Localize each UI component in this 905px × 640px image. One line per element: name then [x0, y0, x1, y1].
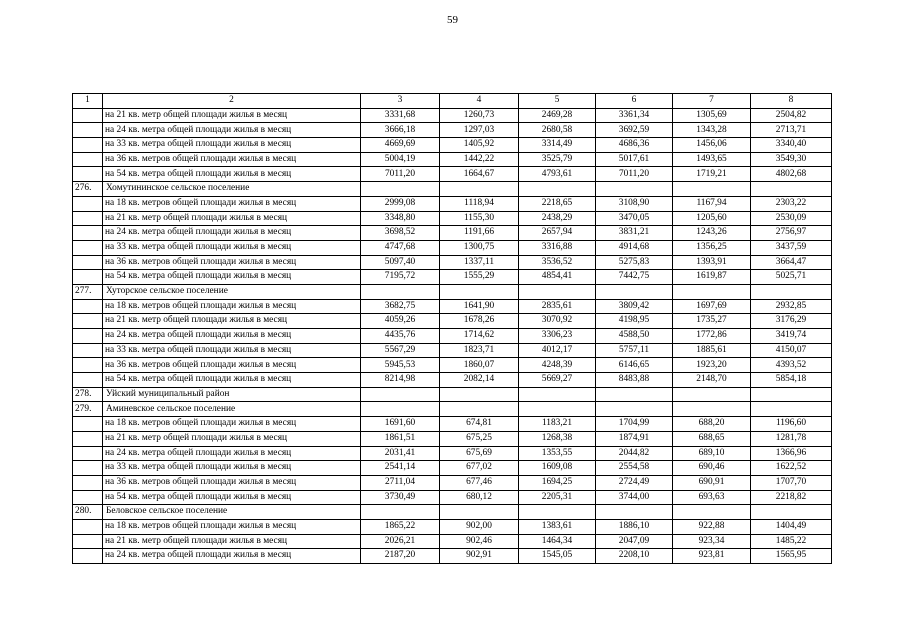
- value-cell: 1704,99: [596, 417, 673, 432]
- column-number-row: [73, 94, 832, 109]
- value-cell: 4669,69: [361, 138, 440, 153]
- value-cell: 1823,71: [440, 343, 519, 358]
- value-cell: 3108,90: [596, 196, 673, 211]
- empty-index-cell: [73, 211, 103, 226]
- value-cell: 1622,52: [751, 461, 832, 476]
- value-cell: 1205,60: [673, 211, 751, 226]
- value-cell: 8483,88: [596, 373, 673, 388]
- empty-index-cell: [73, 123, 103, 138]
- value-cell: 2044,82: [596, 446, 673, 461]
- value-cell: 688,65: [673, 431, 751, 446]
- empty-cell: [673, 402, 751, 417]
- value-cell: 902,91: [440, 549, 519, 564]
- value-cell: 3331,68: [361, 108, 440, 123]
- empty-index-cell: [73, 475, 103, 490]
- empty-cell: [440, 284, 519, 299]
- section-number: 280.: [73, 505, 103, 520]
- row-label: на 36 кв. метров общей площади жилья в месяц: [103, 475, 361, 490]
- empty-index-cell: [73, 343, 103, 358]
- value-cell: 1609,08: [519, 461, 596, 476]
- table-row: [73, 358, 832, 373]
- value-cell: 7011,20: [361, 167, 440, 182]
- row-label: на 54 кв. метра общей площади жилья в месяц: [103, 490, 361, 505]
- value-cell: 1772,86: [673, 329, 751, 344]
- empty-cell: [361, 284, 440, 299]
- value-cell: 2932,85: [751, 299, 832, 314]
- value-cell: 690,91: [673, 475, 751, 490]
- empty-cell: [673, 284, 751, 299]
- value-cell: 5945,53: [361, 358, 440, 373]
- row-label: на 18 кв. метров общей площади жилья в месяц: [103, 299, 361, 314]
- empty-index-cell: [73, 299, 103, 314]
- value-cell: 4012,17: [519, 343, 596, 358]
- row-label: на 36 кв. метров общей площади жилья в месяц: [103, 255, 361, 270]
- row-label: на 21 кв. метр общей площади жилья в месяц: [103, 431, 361, 446]
- value-cell: 3730,49: [361, 490, 440, 505]
- value-cell: 4198,95: [596, 314, 673, 329]
- table-body: [73, 108, 832, 563]
- section-row: [73, 284, 832, 299]
- column-header: 5: [519, 94, 596, 109]
- value-cell: 7195,72: [361, 270, 440, 285]
- empty-index-cell: [73, 240, 103, 255]
- value-cell: 675,69: [440, 446, 519, 461]
- value-cell: 2756,97: [751, 226, 832, 241]
- section-number: 278.: [73, 387, 103, 402]
- section-row: [73, 505, 832, 520]
- value-cell: 3316,88: [519, 240, 596, 255]
- row-label: на 33 кв. метра общей площади жилья в месяц: [103, 343, 361, 358]
- value-cell: 7442,75: [596, 270, 673, 285]
- value-cell: 4802,68: [751, 167, 832, 182]
- value-cell: 5854,18: [751, 373, 832, 388]
- value-cell: 922,88: [673, 519, 751, 534]
- empty-cell: [673, 387, 751, 402]
- value-cell: 688,20: [673, 417, 751, 432]
- empty-cell: [596, 402, 673, 417]
- value-cell: 2026,21: [361, 534, 440, 549]
- value-cell: 1456,06: [673, 138, 751, 153]
- value-cell: 1297,03: [440, 123, 519, 138]
- empty-index-cell: [73, 446, 103, 461]
- table-row: [73, 240, 832, 255]
- value-cell: 1664,67: [440, 167, 519, 182]
- value-cell: 2303,22: [751, 196, 832, 211]
- value-cell: 1167,94: [673, 196, 751, 211]
- value-cell: 1860,07: [440, 358, 519, 373]
- section-title: Беловское сельское поселение: [103, 505, 361, 520]
- value-cell: 1155,30: [440, 211, 519, 226]
- value-cell: 4059,26: [361, 314, 440, 329]
- value-cell: 2657,94: [519, 226, 596, 241]
- value-cell: 1923,20: [673, 358, 751, 373]
- empty-index-cell: [73, 329, 103, 344]
- empty-cell: [519, 284, 596, 299]
- value-cell: 1260,73: [440, 108, 519, 123]
- section-title: Уйский муниципальный район: [103, 387, 361, 402]
- table-row: [73, 417, 832, 432]
- value-cell: 5004,19: [361, 152, 440, 167]
- value-cell: 1719,21: [673, 167, 751, 182]
- value-cell: 1356,25: [673, 240, 751, 255]
- table-row: [73, 108, 832, 123]
- section-number: 277.: [73, 284, 103, 299]
- value-cell: 3340,40: [751, 138, 832, 153]
- value-cell: 2218,82: [751, 490, 832, 505]
- table-row: [73, 373, 832, 388]
- value-cell: 3470,05: [596, 211, 673, 226]
- value-cell: 3525,79: [519, 152, 596, 167]
- table-row: [73, 226, 832, 241]
- value-cell: 2438,29: [519, 211, 596, 226]
- value-cell: 3176,29: [751, 314, 832, 329]
- empty-cell: [519, 402, 596, 417]
- value-cell: 1565,95: [751, 549, 832, 564]
- row-label: на 54 кв. метра общей площади жилья в месяц: [103, 167, 361, 182]
- section-title: Хомутининское сельское поселение: [103, 182, 361, 197]
- value-cell: 1383,61: [519, 519, 596, 534]
- value-cell: 4248,39: [519, 358, 596, 373]
- section-row: [73, 402, 832, 417]
- empty-cell: [361, 182, 440, 197]
- value-cell: 6146,65: [596, 358, 673, 373]
- value-cell: 2504,82: [751, 108, 832, 123]
- value-cell: 4793,61: [519, 167, 596, 182]
- value-cell: 4747,68: [361, 240, 440, 255]
- value-cell: 1196,60: [751, 417, 832, 432]
- empty-cell: [673, 182, 751, 197]
- row-label: на 54 кв. метра общей площади жилья в месяц: [103, 373, 361, 388]
- tariff-table: [72, 93, 832, 564]
- empty-index-cell: [73, 138, 103, 153]
- value-cell: 1305,69: [673, 108, 751, 123]
- value-cell: 2148,70: [673, 373, 751, 388]
- empty-cell: [519, 505, 596, 520]
- value-cell: 2713,71: [751, 123, 832, 138]
- table-row: [73, 255, 832, 270]
- value-cell: 2711,04: [361, 475, 440, 490]
- table-row: [73, 270, 832, 285]
- value-cell: 5017,61: [596, 152, 673, 167]
- value-cell: 1243,26: [673, 226, 751, 241]
- value-cell: 1555,29: [440, 270, 519, 285]
- value-cell: 5275,83: [596, 255, 673, 270]
- value-cell: 2047,09: [596, 534, 673, 549]
- value-cell: 1694,25: [519, 475, 596, 490]
- row-label: на 24 кв. метра общей площади жилья в месяц: [103, 329, 361, 344]
- value-cell: 3664,47: [751, 255, 832, 270]
- value-cell: 902,46: [440, 534, 519, 549]
- empty-index-cell: [73, 255, 103, 270]
- value-cell: 2554,58: [596, 461, 673, 476]
- value-cell: 1493,65: [673, 152, 751, 167]
- value-cell: 1300,75: [440, 240, 519, 255]
- row-label: на 24 кв. метра общей площади жилья в месяц: [103, 226, 361, 241]
- value-cell: 902,00: [440, 519, 519, 534]
- value-cell: 923,81: [673, 549, 751, 564]
- value-cell: 680,12: [440, 490, 519, 505]
- empty-cell: [596, 387, 673, 402]
- row-label: на 18 кв. метров общей площади жилья в месяц: [103, 519, 361, 534]
- value-cell: 1485,22: [751, 534, 832, 549]
- empty-cell: [751, 505, 832, 520]
- value-cell: 2680,58: [519, 123, 596, 138]
- value-cell: 5097,40: [361, 255, 440, 270]
- table-row: [73, 475, 832, 490]
- value-cell: 5757,11: [596, 343, 673, 358]
- section-title: Хуторское сельское поселение: [103, 284, 361, 299]
- empty-cell: [361, 402, 440, 417]
- section-number: 276.: [73, 182, 103, 197]
- empty-cell: [596, 505, 673, 520]
- value-cell: 689,10: [673, 446, 751, 461]
- page-number: 59: [447, 14, 458, 26]
- empty-cell: [440, 402, 519, 417]
- value-cell: 1353,55: [519, 446, 596, 461]
- value-cell: 2205,31: [519, 490, 596, 505]
- value-cell: 1183,21: [519, 417, 596, 432]
- value-cell: 1191,66: [440, 226, 519, 241]
- value-cell: 1404,49: [751, 519, 832, 534]
- value-cell: 3348,80: [361, 211, 440, 226]
- section-row: [73, 387, 832, 402]
- value-cell: 1886,10: [596, 519, 673, 534]
- row-label: на 36 кв. метров общей площади жилья в месяц: [103, 152, 361, 167]
- row-label: на 33 кв. метра общей площади жилья в месяц: [103, 461, 361, 476]
- value-cell: 1464,34: [519, 534, 596, 549]
- column-header: 7: [673, 94, 751, 109]
- table-row: [73, 152, 832, 167]
- value-cell: 2835,61: [519, 299, 596, 314]
- value-cell: 693,63: [673, 490, 751, 505]
- value-cell: 4435,76: [361, 329, 440, 344]
- value-cell: 3831,21: [596, 226, 673, 241]
- empty-index-cell: [73, 373, 103, 388]
- value-cell: 674,81: [440, 417, 519, 432]
- value-cell: 1405,92: [440, 138, 519, 153]
- empty-index-cell: [73, 417, 103, 432]
- row-label: на 21 кв. метр общей площади жилья в месяц: [103, 534, 361, 549]
- value-cell: 2469,28: [519, 108, 596, 123]
- table-row: [73, 431, 832, 446]
- value-cell: 3437,59: [751, 240, 832, 255]
- value-cell: 1545,05: [519, 549, 596, 564]
- value-cell: 2541,14: [361, 461, 440, 476]
- section-row: [73, 182, 832, 197]
- value-cell: 1268,38: [519, 431, 596, 446]
- value-cell: 4393,52: [751, 358, 832, 373]
- empty-index-cell: [73, 534, 103, 549]
- value-cell: 3698,52: [361, 226, 440, 241]
- empty-cell: [596, 182, 673, 197]
- value-cell: 923,34: [673, 534, 751, 549]
- empty-index-cell: [73, 152, 103, 167]
- value-cell: 1442,22: [440, 152, 519, 167]
- empty-cell: [440, 182, 519, 197]
- table-row: [73, 343, 832, 358]
- row-label: на 36 кв. метров общей площади жилья в месяц: [103, 358, 361, 373]
- value-cell: 3549,30: [751, 152, 832, 167]
- value-cell: 2082,14: [440, 373, 519, 388]
- table-row: [73, 519, 832, 534]
- table-row: [73, 196, 832, 211]
- section-number: 279.: [73, 402, 103, 417]
- value-cell: 1343,28: [673, 123, 751, 138]
- value-cell: 677,02: [440, 461, 519, 476]
- value-cell: 2208,10: [596, 549, 673, 564]
- table-row: [73, 329, 832, 344]
- empty-index-cell: [73, 314, 103, 329]
- table-row: [73, 534, 832, 549]
- value-cell: 1865,22: [361, 519, 440, 534]
- row-label: на 21 кв. метр общей площади жилья в месяц: [103, 211, 361, 226]
- empty-cell: [440, 387, 519, 402]
- table-row: [73, 314, 832, 329]
- column-header: 8: [751, 94, 832, 109]
- value-cell: 3070,92: [519, 314, 596, 329]
- empty-index-cell: [73, 108, 103, 123]
- row-label: на 24 кв. метра общей площади жилья в месяц: [103, 446, 361, 461]
- empty-cell: [751, 387, 832, 402]
- column-header: 1: [73, 94, 103, 109]
- table-row: [73, 490, 832, 505]
- empty-index-cell: [73, 226, 103, 241]
- empty-index-cell: [73, 519, 103, 534]
- row-label: на 24 кв. метра общей площади жилья в месяц: [103, 549, 361, 564]
- value-cell: 5669,27: [519, 373, 596, 388]
- value-cell: 3744,00: [596, 490, 673, 505]
- value-cell: 1691,60: [361, 417, 440, 432]
- value-cell: 1118,94: [440, 196, 519, 211]
- value-cell: 4150,07: [751, 343, 832, 358]
- value-cell: 1707,70: [751, 475, 832, 490]
- value-cell: 2999,08: [361, 196, 440, 211]
- row-label: на 21 кв. метр общей площади жилья в месяц: [103, 108, 361, 123]
- empty-index-cell: [73, 196, 103, 211]
- value-cell: 1885,61: [673, 343, 751, 358]
- empty-cell: [361, 505, 440, 520]
- value-cell: 690,46: [673, 461, 751, 476]
- row-label: на 18 кв. метров общей площади жилья в месяц: [103, 417, 361, 432]
- empty-index-cell: [73, 358, 103, 373]
- empty-cell: [673, 505, 751, 520]
- value-cell: 7011,20: [596, 167, 673, 182]
- table-row: [73, 211, 832, 226]
- value-cell: 3361,34: [596, 108, 673, 123]
- empty-cell: [519, 182, 596, 197]
- value-cell: 1861,51: [361, 431, 440, 446]
- value-cell: 1714,62: [440, 329, 519, 344]
- table-row: [73, 167, 832, 182]
- value-cell: 2187,20: [361, 549, 440, 564]
- row-label: на 33 кв. метра общей площади жилья в месяц: [103, 138, 361, 153]
- value-cell: 4854,41: [519, 270, 596, 285]
- table-row: [73, 299, 832, 314]
- value-cell: 4686,36: [596, 138, 673, 153]
- value-cell: 1337,11: [440, 255, 519, 270]
- row-label: на 24 кв. метра общей площади жилья в месяц: [103, 123, 361, 138]
- table-row: [73, 461, 832, 476]
- empty-index-cell: [73, 549, 103, 564]
- value-cell: 675,25: [440, 431, 519, 446]
- empty-cell: [596, 284, 673, 299]
- empty-cell: [751, 284, 832, 299]
- value-cell: 3692,59: [596, 123, 673, 138]
- value-cell: 5025,71: [751, 270, 832, 285]
- column-header: 3: [361, 94, 440, 109]
- value-cell: 4914,68: [596, 240, 673, 255]
- row-label: на 33 кв. метра общей площади жилья в месяц: [103, 240, 361, 255]
- table-row: [73, 123, 832, 138]
- value-cell: 1874,91: [596, 431, 673, 446]
- value-cell: 4588,50: [596, 329, 673, 344]
- value-cell: 3419,74: [751, 329, 832, 344]
- empty-cell: [751, 182, 832, 197]
- value-cell: 2031,41: [361, 446, 440, 461]
- column-header: 4: [440, 94, 519, 109]
- empty-index-cell: [73, 490, 103, 505]
- value-cell: 3666,18: [361, 123, 440, 138]
- value-cell: 1735,27: [673, 314, 751, 329]
- value-cell: 2724,49: [596, 475, 673, 490]
- value-cell: 2218,65: [519, 196, 596, 211]
- value-cell: 3536,52: [519, 255, 596, 270]
- empty-cell: [440, 505, 519, 520]
- column-header: 2: [103, 94, 361, 109]
- value-cell: 5567,29: [361, 343, 440, 358]
- row-label: на 18 кв. метров общей площади жилья в месяц: [103, 196, 361, 211]
- value-cell: 1393,91: [673, 255, 751, 270]
- empty-cell: [519, 387, 596, 402]
- value-cell: 1641,90: [440, 299, 519, 314]
- value-cell: 3314,49: [519, 138, 596, 153]
- value-cell: 8214,98: [361, 373, 440, 388]
- value-cell: 1678,26: [440, 314, 519, 329]
- row-label: на 21 кв. метр общей площади жилья в месяц: [103, 314, 361, 329]
- empty-index-cell: [73, 270, 103, 285]
- empty-cell: [751, 402, 832, 417]
- column-header: 6: [596, 94, 673, 109]
- table-row: [73, 138, 832, 153]
- value-cell: 677,46: [440, 475, 519, 490]
- value-cell: 3682,75: [361, 299, 440, 314]
- value-cell: 1366,96: [751, 446, 832, 461]
- value-cell: 1281,78: [751, 431, 832, 446]
- value-cell: 3306,23: [519, 329, 596, 344]
- value-cell: 1619,87: [673, 270, 751, 285]
- value-cell: 3809,42: [596, 299, 673, 314]
- empty-index-cell: [73, 167, 103, 182]
- table-row: [73, 549, 832, 564]
- empty-index-cell: [73, 431, 103, 446]
- value-cell: 2530,09: [751, 211, 832, 226]
- empty-index-cell: [73, 461, 103, 476]
- table-row: [73, 446, 832, 461]
- value-cell: 1697,69: [673, 299, 751, 314]
- section-title: Аминевское сельское поселение: [103, 402, 361, 417]
- empty-cell: [361, 387, 440, 402]
- row-label: на 54 кв. метра общей площади жилья в месяц: [103, 270, 361, 285]
